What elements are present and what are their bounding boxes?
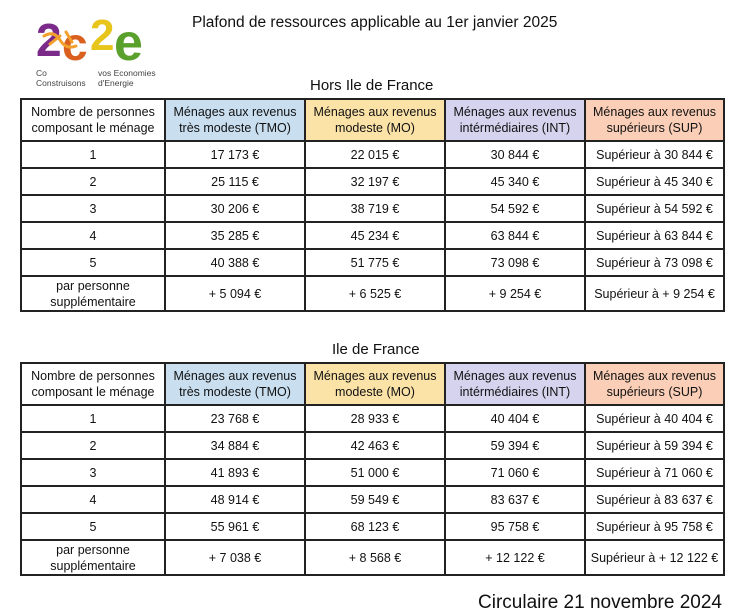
- header-nombre-personnes: Nombre de personnes composant le ménage: [21, 363, 165, 405]
- cell-nombre-personnes: 1: [21, 141, 165, 168]
- cell-mo: 42 463 €: [305, 432, 445, 459]
- cell-mo: 68 123 €: [305, 513, 445, 540]
- section-title-idf: Ile de France: [332, 341, 420, 358]
- cell-sup: Supérieur à 83 637 €: [585, 486, 724, 513]
- cell-nombre-personnes: 1: [21, 405, 165, 432]
- cell-nombre-personnes: 2: [21, 168, 165, 195]
- cell-sup: Supérieur à 59 394 €: [585, 432, 724, 459]
- cell-sup: Supérieur à 95 758 €: [585, 513, 724, 540]
- cell-int: + 9 254 €: [445, 276, 585, 311]
- cell-mo: + 8 568 €: [305, 540, 445, 575]
- cell-tmo: 23 768 €: [165, 405, 305, 432]
- logo-mark: [36, 14, 166, 64]
- table-idf: [20, 362, 725, 576]
- cell-tmo: + 5 094 €: [165, 276, 305, 311]
- cell-tmo: + 7 038 €: [165, 540, 305, 575]
- cell-mo: 32 197 €: [305, 168, 445, 195]
- table-row: [21, 513, 724, 540]
- footer-circulaire: Circulaire 21 novembre 2024: [478, 592, 722, 613]
- cell-sup: Supérieur à + 9 254 €: [585, 276, 724, 311]
- table-header-row: [21, 363, 724, 405]
- table-row: [21, 141, 724, 168]
- cell-nombre-personnes: 5: [21, 249, 165, 276]
- table-hors-idf: [20, 98, 725, 312]
- header-int: Ménages aux revenus intérmédiaires (INT): [445, 99, 585, 141]
- cell-sup: Supérieur à 40 404 €: [585, 405, 724, 432]
- cell-nombre-personnes: 2: [21, 432, 165, 459]
- table-row: [21, 432, 724, 459]
- header-tmo: Ménages aux revenus très modeste (TMO): [165, 99, 305, 141]
- cell-sup: Supérieur à + 12 122 €: [585, 540, 724, 575]
- logo-line1-left: Co: [36, 68, 47, 78]
- cell-sup: Supérieur à 30 844 €: [585, 141, 724, 168]
- section-title-hors-idf: Hors Ile de France: [310, 77, 434, 94]
- cell-sup: Supérieur à 45 340 €: [585, 168, 724, 195]
- header-nombre-personnes: Nombre de personnes composant le ménage: [21, 99, 165, 141]
- logo-text-right: [98, 68, 156, 88]
- cell-tmo: 30 206 €: [165, 195, 305, 222]
- cell-sup: Supérieur à 63 844 €: [585, 222, 724, 249]
- cell-int: 59 394 €: [445, 432, 585, 459]
- cell-mo: 45 234 €: [305, 222, 445, 249]
- cell-int: 63 844 €: [445, 222, 585, 249]
- table-row: [21, 459, 724, 486]
- logo-line1-right: vos Economies: [98, 68, 156, 78]
- cell-mo: 22 015 €: [305, 141, 445, 168]
- cell-tmo: 48 914 €: [165, 486, 305, 513]
- table-row: [21, 540, 724, 575]
- cell-sup: Supérieur à 73 098 €: [585, 249, 724, 276]
- table-row: [21, 405, 724, 432]
- cell-tmo: 17 173 €: [165, 141, 305, 168]
- cell-int: 40 404 €: [445, 405, 585, 432]
- svg-text:2: 2: [36, 14, 62, 64]
- cell-mo: 38 719 €: [305, 195, 445, 222]
- table-row: [21, 222, 724, 249]
- cell-int: 30 844 €: [445, 141, 585, 168]
- svg-text:c: c: [62, 18, 88, 64]
- cell-nombre-personnes: 4: [21, 222, 165, 249]
- cell-tmo: 25 115 €: [165, 168, 305, 195]
- table-row: [21, 249, 724, 276]
- header-sup: Ménages aux revenus supérieurs (SUP): [585, 363, 724, 405]
- cell-sup: Supérieur à 71 060 €: [585, 459, 724, 486]
- svg-text:2: 2: [90, 14, 115, 60]
- cell-nombre-personnes: 4: [21, 486, 165, 513]
- table-row: [21, 486, 724, 513]
- logo-text-left: [36, 68, 86, 88]
- table-row: [21, 195, 724, 222]
- cell-tmo: 34 884 €: [165, 432, 305, 459]
- header-sup: Ménages aux revenus supérieurs (SUP): [585, 99, 724, 141]
- cell-int: 71 060 €: [445, 459, 585, 486]
- logo-line2-left: Construisons: [36, 78, 86, 88]
- cell-int: + 12 122 €: [445, 540, 585, 575]
- logo-line2-right: d'Energie: [98, 78, 134, 88]
- cell-int: 95 758 €: [445, 513, 585, 540]
- cell-tmo: 55 961 €: [165, 513, 305, 540]
- cell-mo: 51 000 €: [305, 459, 445, 486]
- logo-2c2e: [30, 12, 170, 90]
- cell-nombre-personnes: 5: [21, 513, 165, 540]
- table-row: [21, 276, 724, 311]
- header-int: Ménages aux revenus intérmédiaires (INT): [445, 363, 585, 405]
- header-mo: Ménages aux revenus modeste (MO): [305, 363, 445, 405]
- cell-tmo: 41 893 €: [165, 459, 305, 486]
- cell-mo: 59 549 €: [305, 486, 445, 513]
- cell-int: 83 637 €: [445, 486, 585, 513]
- cell-mo: + 6 525 €: [305, 276, 445, 311]
- cell-nombre-personnes: 3: [21, 195, 165, 222]
- header-mo: Ménages aux revenus modeste (MO): [305, 99, 445, 141]
- cell-tmo: 35 285 €: [165, 222, 305, 249]
- cell-sup: Supérieur à 54 592 €: [585, 195, 724, 222]
- cell-nombre-personnes: par personne supplémentaire: [21, 540, 165, 575]
- header-tmo: Ménages aux revenus très modeste (TMO): [165, 363, 305, 405]
- cell-nombre-personnes: par personne supplémentaire: [21, 276, 165, 311]
- svg-text:e: e: [114, 14, 143, 64]
- page-title: Plafond de ressources applicable au 1er janvier 2025: [192, 14, 558, 31]
- cell-mo: 28 933 €: [305, 405, 445, 432]
- cell-nombre-personnes: 3: [21, 459, 165, 486]
- table-row: [21, 168, 724, 195]
- cell-mo: 51 775 €: [305, 249, 445, 276]
- cell-int: 54 592 €: [445, 195, 585, 222]
- cell-int: 45 340 €: [445, 168, 585, 195]
- table-header-row: [21, 99, 724, 141]
- cell-tmo: 40 388 €: [165, 249, 305, 276]
- cell-int: 73 098 €: [445, 249, 585, 276]
